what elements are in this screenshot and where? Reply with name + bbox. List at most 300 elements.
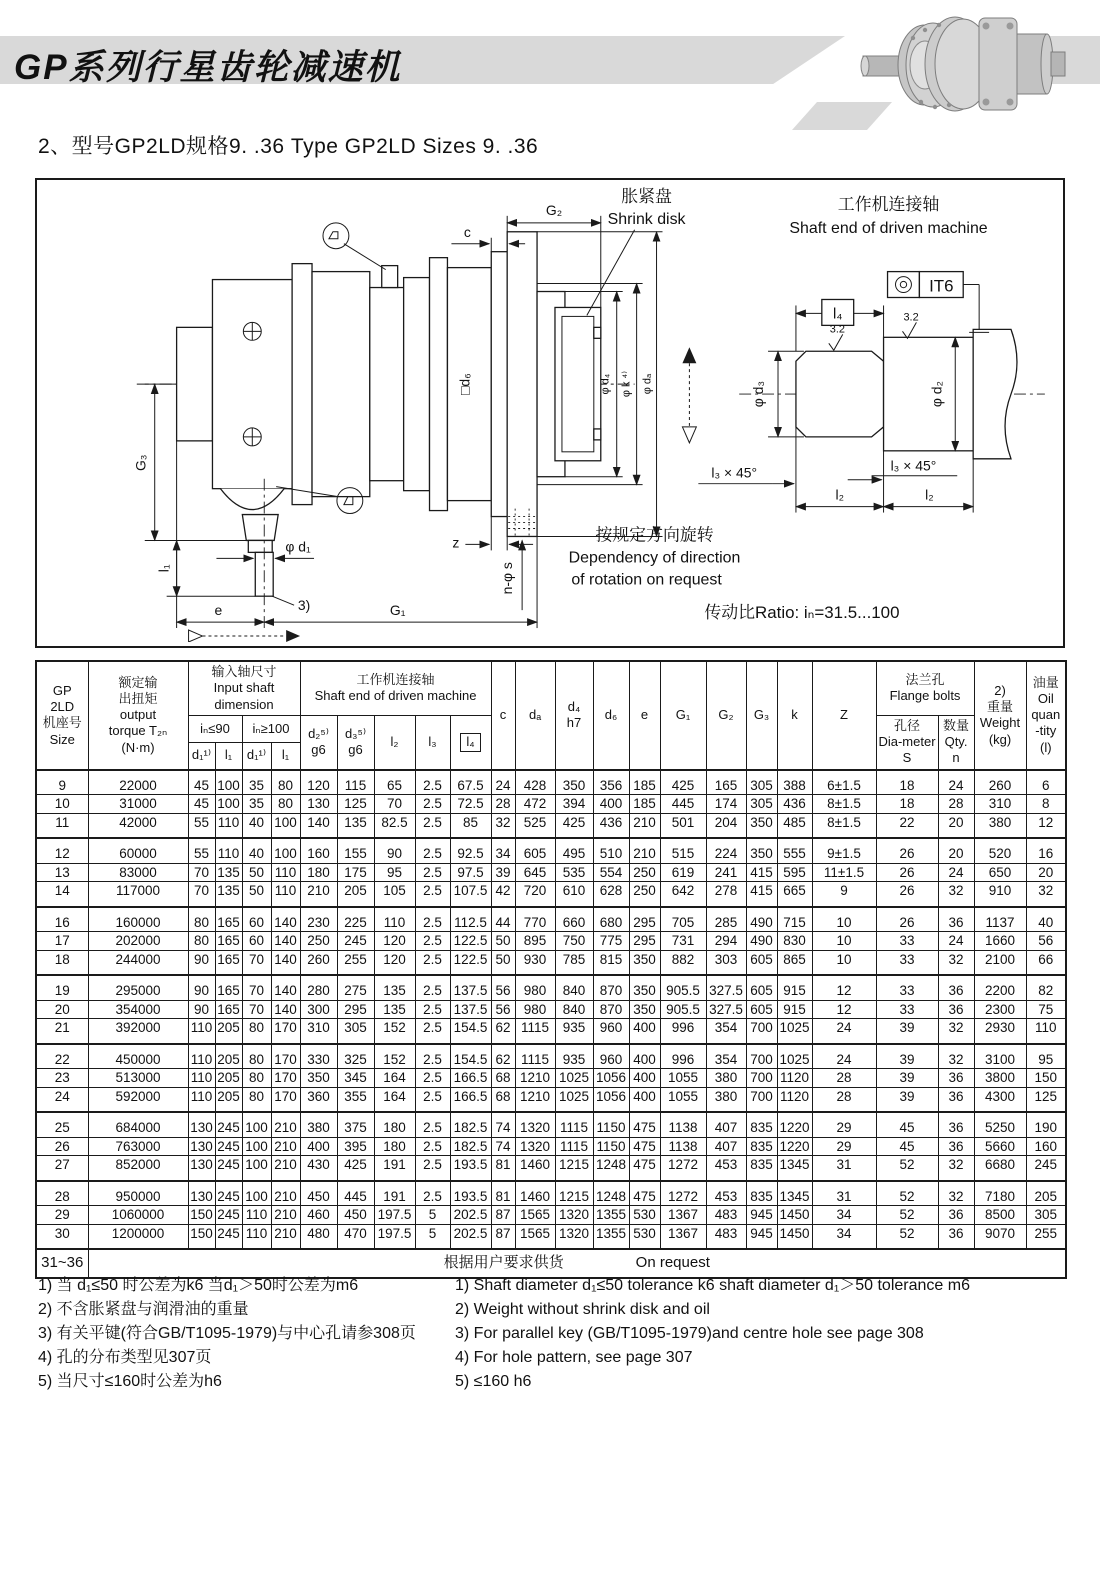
table-cell: 642 <box>660 882 706 907</box>
table-cell: 1460 <box>515 1156 555 1181</box>
table-cell: 260 <box>300 950 337 975</box>
table-cell: 90 <box>374 838 415 863</box>
table-cell: 460 <box>300 1206 337 1225</box>
table-cell: 935 <box>555 1044 593 1069</box>
table-cell: 3100 <box>974 1044 1026 1069</box>
table-cell: 26 <box>876 863 938 882</box>
table-cell: 280 <box>300 975 337 1000</box>
table-cell: 70 <box>242 950 271 975</box>
table-cell: 110 <box>188 1087 215 1112</box>
table-cell: 24 <box>36 1087 88 1112</box>
table-row <box>36 882 1066 907</box>
table-cell: 680 <box>593 907 629 932</box>
table-cell: 303 <box>706 950 746 975</box>
table-cell: 100 <box>215 795 242 814</box>
table-cell: 39 <box>876 1087 938 1112</box>
table-cell: 1200000 <box>88 1224 188 1249</box>
table-cell: 5660 <box>974 1137 1026 1156</box>
table-cell: 68 <box>491 1087 515 1112</box>
gearbox-photo <box>855 8 1085 120</box>
table-cell: 110 <box>271 863 300 882</box>
surface-finish-mark-icon <box>829 323 845 350</box>
table-cell: 92.5 <box>450 838 491 863</box>
table-cell: 23 <box>36 1069 88 1088</box>
table-cell: 400 <box>300 1137 337 1156</box>
table-cell: 430 <box>300 1156 337 1181</box>
dim-g1: G₁ <box>389 602 406 619</box>
table-cell: 1210 <box>515 1087 555 1112</box>
table-cell: 44 <box>491 907 515 932</box>
table-cell: 20 <box>938 813 974 838</box>
table-cell: 785 <box>555 950 593 975</box>
table-cell: 255 <box>1026 1224 1066 1249</box>
dim-da: φ dₐ <box>641 373 654 395</box>
table-cell: 380 <box>974 813 1026 838</box>
table-cell: 2.5 <box>415 863 450 882</box>
table-cell: 2.5 <box>415 882 450 907</box>
col-g2: G₂ <box>706 661 746 770</box>
technical-drawing <box>37 180 1063 642</box>
table-row <box>36 1112 1066 1137</box>
table-cell: 154.5 <box>450 1019 491 1044</box>
table-cell: 150 <box>188 1206 215 1225</box>
table-cell: 945 <box>746 1206 777 1225</box>
table-cell: 815 <box>593 950 629 975</box>
table-cell: 52 <box>876 1156 938 1181</box>
table-cell: 33 <box>876 932 938 951</box>
table-cell: 241 <box>706 863 746 882</box>
surface-finish-value: 3.2 <box>903 311 919 324</box>
table-cell: 425 <box>337 1156 374 1181</box>
table-cell: 31 <box>812 1156 876 1181</box>
table-cell: 125 <box>337 795 374 814</box>
table-cell: 72.5 <box>450 795 491 814</box>
surface-finish-value: 3.2 <box>829 323 846 336</box>
table-cell: 605 <box>746 950 777 975</box>
page-title: GP系列行星齿轮减速机 <box>14 48 402 87</box>
table-cell: 35 <box>242 770 271 795</box>
table-cell: 2.5 <box>415 1019 450 1044</box>
note-3-marker: 3) <box>297 597 311 614</box>
table-cell: 1248 <box>593 1181 629 1206</box>
table-cell: 110 <box>1026 1019 1066 1044</box>
table-row <box>36 1019 1066 1044</box>
section-subtitle: 2、型号GP2LD规格9. .36 Type GP2LD Sizes 9. .36 <box>38 135 539 158</box>
shaft-end-title-en: Shaft end of driven machine <box>789 219 988 237</box>
table-cell: 700 <box>746 1044 777 1069</box>
table-cell: 175 <box>337 863 374 882</box>
table-cell: 295000 <box>88 975 188 1000</box>
table-cell: 2.5 <box>415 1156 450 1181</box>
table-cell: 1215 <box>555 1181 593 1206</box>
table-cell: 1150 <box>593 1112 629 1137</box>
table-cell: 310 <box>300 1019 337 1044</box>
table-cell: 835 <box>746 1112 777 1137</box>
table-cell: 34 <box>491 838 515 863</box>
table-cell: 32 <box>938 1156 974 1181</box>
table-cell: 400 <box>593 795 629 814</box>
table-cell: 110 <box>215 838 242 863</box>
table-cell: 30 <box>36 1224 88 1249</box>
table-cell: 26 <box>876 907 938 932</box>
table-cell: 400 <box>629 1019 660 1044</box>
table-cell: 130 <box>188 1181 215 1206</box>
table-cell: 485 <box>777 813 812 838</box>
table-cell: 165 <box>215 975 242 1000</box>
table-cell: 525 <box>515 813 555 838</box>
table-cell: 83000 <box>88 863 188 882</box>
col-size: GP 2LD 机座号 Size <box>36 661 88 770</box>
table-cell: 605 <box>515 838 555 863</box>
table-cell: 2300 <box>974 1000 1026 1019</box>
table-cell: 11 <box>36 813 88 838</box>
table-body <box>36 770 1066 1278</box>
table-cell: 56 <box>491 1000 515 1019</box>
table-cell: 45 <box>876 1137 938 1156</box>
table-cell: 2200 <box>974 975 1026 1000</box>
footnote-line: 1) Shaft diameter d₁≤50 tolerance k6 shaft diameter d₁＞50 tolerance m6 <box>455 1277 970 1294</box>
table-cell: 20 <box>1026 863 1066 882</box>
table-cell: 1367 <box>660 1224 706 1249</box>
table-cell: 380 <box>300 1112 337 1137</box>
table-cell: 110 <box>242 1224 271 1249</box>
table-cell: 445 <box>660 795 706 814</box>
table-cell: 8±1.5 <box>812 795 876 814</box>
table-cell: 763000 <box>88 1137 188 1156</box>
table-cell: 1248 <box>593 1156 629 1181</box>
dim-d1: φ d₁ <box>285 538 311 555</box>
table-row <box>36 1156 1066 1181</box>
table-cell: 305 <box>746 770 777 795</box>
table-cell: 85 <box>450 813 491 838</box>
size-range-cell: 31~36 <box>36 1249 88 1278</box>
table-cell: 170 <box>271 1044 300 1069</box>
footnote-line: 1) 当 d₁≤50 时公差为k6 当d₁＞50时公差为m6 <box>38 1277 359 1294</box>
table-cell: 191 <box>374 1156 415 1181</box>
table-cell: 180 <box>300 863 337 882</box>
table-cell: 12 <box>812 975 876 1000</box>
table-cell: 770 <box>515 907 555 932</box>
table-cell: 515 <box>660 838 706 863</box>
table-cell: 996 <box>660 1044 706 1069</box>
table-cell: 210 <box>629 813 660 838</box>
table-cell: 14 <box>36 882 88 907</box>
table-cell: 2.5 <box>415 795 450 814</box>
table-cell: 105 <box>374 882 415 907</box>
table-cell: 11±1.5 <box>812 863 876 882</box>
table-cell: 155 <box>337 838 374 863</box>
table-cell: 20 <box>36 1000 88 1019</box>
table-cell: 21 <box>36 1019 88 1044</box>
table-cell: 610 <box>555 882 593 907</box>
table-cell: 9 <box>812 882 876 907</box>
table-cell: 1367 <box>660 1206 706 1225</box>
table-cell: 90 <box>188 950 215 975</box>
dimension-table-wrap <box>35 660 1065 1279</box>
table-cell: 210 <box>271 1156 300 1181</box>
table-cell: 650 <box>974 863 1026 882</box>
table-cell: 70 <box>374 795 415 814</box>
table-cell: 90 <box>188 975 215 1000</box>
col-d3: d₃⁵⁾ g6 <box>337 715 374 769</box>
table-cell: 250 <box>629 882 660 907</box>
table-cell: 22 <box>876 813 938 838</box>
table-cell: 35 <box>242 795 271 814</box>
table-cell: 90 <box>188 1000 215 1019</box>
footnote-line: 5) ≤160 h6 <box>455 1373 532 1390</box>
table-cell: 110 <box>188 1069 215 1088</box>
table-cell: 32 <box>938 1019 974 1044</box>
table-cell: 185 <box>629 795 660 814</box>
dim-z: z <box>452 534 460 551</box>
shaft-end-title-cn: 工作机连接轴 <box>837 194 940 214</box>
table-cell: 80 <box>242 1019 271 1044</box>
table-cell: 36 <box>938 1224 974 1249</box>
table-cell: 905.5 <box>660 1000 706 1019</box>
table-cell: 1450 <box>777 1224 812 1249</box>
table-cell: 350 <box>629 950 660 975</box>
table-cell: 166.5 <box>450 1069 491 1088</box>
table-cell: 1320 <box>515 1112 555 1137</box>
dim-g3: G₃ <box>132 454 149 472</box>
table-cell: 354 <box>706 1019 746 1044</box>
table-cell: 6680 <box>974 1156 1026 1181</box>
table-cell: 45 <box>876 1112 938 1137</box>
table-cell: 165 <box>706 770 746 795</box>
table-cell: 33 <box>876 975 938 1000</box>
table-cell: 28 <box>36 1181 88 1206</box>
table-cell: 554 <box>593 863 629 882</box>
table-row <box>36 813 1066 838</box>
table-cell: 80 <box>271 770 300 795</box>
table-cell: 354 <box>706 1044 746 1069</box>
table-cell: 2.5 <box>415 1181 450 1206</box>
table-cell: 22 <box>36 1044 88 1069</box>
footnote-line: 2) Weight without shrink disk and oil <box>455 1301 710 1318</box>
col-z: Z <box>812 661 876 770</box>
table-cell: 1660 <box>974 932 1026 951</box>
table-cell: 483 <box>706 1224 746 1249</box>
col-bolt-qty: 数量 Qty. n <box>938 715 974 769</box>
table-cell: 160 <box>1026 1137 1066 1156</box>
dim-d4: φ d₄ <box>599 373 612 395</box>
table-cell: 475 <box>629 1156 660 1181</box>
table-cell: 205 <box>1026 1181 1066 1206</box>
table-cell: 705 <box>660 907 706 932</box>
table-cell: 74 <box>491 1137 515 1156</box>
rotation-note-en2: of rotation on request <box>571 571 722 589</box>
table-cell: 100 <box>271 813 300 838</box>
table-cell: 225 <box>337 907 374 932</box>
table-cell: 895 <box>515 932 555 951</box>
table-cell: 960 <box>593 1019 629 1044</box>
table-cell: 10 <box>812 950 876 975</box>
table-cell: 245 <box>1026 1156 1066 1181</box>
table-cell: 2930 <box>974 1019 1026 1044</box>
table-cell: 180 <box>374 1112 415 1137</box>
table-cell: 107.5 <box>450 882 491 907</box>
table-cell: 1150 <box>593 1137 629 1156</box>
table-cell: 28 <box>491 795 515 814</box>
col-g3: G₃ <box>746 661 777 770</box>
table-cell: 453 <box>706 1156 746 1181</box>
table-cell: 4300 <box>974 1087 1026 1112</box>
table-cell: 28 <box>938 795 974 814</box>
table-cell: 1215 <box>555 1156 593 1181</box>
table-cell: 36 <box>938 1112 974 1137</box>
table-cell: 660 <box>555 907 593 932</box>
table-cell: 100 <box>271 838 300 863</box>
table-cell: 350 <box>300 1069 337 1088</box>
table-cell: 245 <box>215 1156 242 1181</box>
table-cell: 520 <box>974 838 1026 863</box>
colgroup-input-shaft: 输入轴尺寸 Input shaft dimension <box>188 661 300 715</box>
table-cell: 450 <box>300 1181 337 1206</box>
table-cell: 960 <box>593 1044 629 1069</box>
table-cell: 80 <box>242 1087 271 1112</box>
table-cell: 130 <box>188 1112 215 1137</box>
table-cell: 185 <box>629 770 660 795</box>
rotation-note-en1: Dependency of direction <box>568 549 741 567</box>
table-cell: 117000 <box>88 882 188 907</box>
table-cell: 60000 <box>88 838 188 863</box>
table-cell: 150 <box>188 1224 215 1249</box>
table-cell: 392000 <box>88 1019 188 1044</box>
table-cell: 82.5 <box>374 813 415 838</box>
dim-k4: φ k ⁴⁾ <box>620 371 633 398</box>
table-cell: 33 <box>876 1000 938 1019</box>
table-cell: 356 <box>593 770 629 795</box>
table-cell: 135 <box>374 975 415 1000</box>
table-cell: 295 <box>629 907 660 932</box>
table-cell: 20 <box>938 838 974 863</box>
table-cell: 40 <box>242 813 271 838</box>
table-cell: 1025 <box>777 1019 812 1044</box>
dim-d2: φ d₂ <box>928 381 945 408</box>
table-cell: 865 <box>777 950 812 975</box>
table-cell: 165 <box>215 932 242 951</box>
table-cell: 305 <box>746 795 777 814</box>
col-k: k <box>777 661 812 770</box>
col-l3: l₃ <box>415 715 450 769</box>
table-cell: 55 <box>188 838 215 863</box>
table-cell: 120 <box>374 932 415 951</box>
table-cell: 910 <box>974 882 1026 907</box>
table-cell: 1056 <box>593 1087 629 1112</box>
table-cell: 120 <box>374 950 415 975</box>
table-cell: 327.5 <box>706 1000 746 1019</box>
table-cell: 731 <box>660 932 706 951</box>
table-cell: 350 <box>746 838 777 863</box>
table-cell: 110 <box>188 1019 215 1044</box>
table-cell: 1565 <box>515 1224 555 1249</box>
table-cell: 980 <box>515 975 555 1000</box>
table-cell: 407 <box>706 1112 746 1137</box>
colgroup-shaft-end: 工作机连接轴 Shaft end of driven machine <box>300 661 491 715</box>
table-cell: 210 <box>629 838 660 863</box>
table-row <box>36 907 1066 932</box>
table-cell: 45 <box>188 770 215 795</box>
table-cell: 1220 <box>777 1137 812 1156</box>
table-cell: 345 <box>337 1069 374 1088</box>
table-cell: 110 <box>188 1044 215 1069</box>
table-cell: 100 <box>215 770 242 795</box>
table-cell: 165 <box>215 950 242 975</box>
table-cell: 2100 <box>974 950 1026 975</box>
dim-l1: l₁ <box>155 564 172 573</box>
col-d4: d₄ h7 <box>555 661 593 770</box>
table-cell: 39 <box>876 1069 938 1088</box>
table-cell: 715 <box>777 907 812 932</box>
table-cell: 5250 <box>974 1112 1026 1137</box>
table-cell: 275 <box>337 975 374 1000</box>
table-cell: 1355 <box>593 1224 629 1249</box>
table-cell: 95 <box>1026 1044 1066 1069</box>
colgroup-flange-bolts: 法兰孔 Flange bolts <box>876 661 974 715</box>
table-cell: 9±1.5 <box>812 838 876 863</box>
table-cell: 24 <box>938 770 974 795</box>
table-cell: 480 <box>300 1224 337 1249</box>
table-cell: 110 <box>271 882 300 907</box>
table-cell: 1025 <box>555 1069 593 1088</box>
table-cell: 375 <box>337 1112 374 1137</box>
table-cell: 10 <box>812 907 876 932</box>
table-cell: 29 <box>36 1206 88 1225</box>
table-cell: 32 <box>491 813 515 838</box>
table-cell: 350 <box>555 770 593 795</box>
dim-l2-right: l₂ <box>925 486 934 503</box>
table-cell: 882 <box>660 950 706 975</box>
table-cell: 835 <box>746 1137 777 1156</box>
table-cell: 190 <box>1026 1112 1066 1137</box>
up-down-arrow-icon <box>682 347 696 443</box>
table-cell: 360 <box>300 1087 337 1112</box>
table-cell: 210 <box>271 1224 300 1249</box>
table-row <box>36 770 1066 795</box>
table-cell: 350 <box>629 975 660 1000</box>
table-cell: 18 <box>36 950 88 975</box>
footnote-line: 4) For hole pattern, see page 307 <box>455 1349 693 1366</box>
table-cell: 830 <box>777 932 812 951</box>
table-cell: 97.5 <box>450 863 491 882</box>
table-cell: 164 <box>374 1087 415 1112</box>
table-cell: 1355 <box>593 1206 629 1225</box>
table-cell: 1120 <box>777 1069 812 1088</box>
footnotes-en <box>455 1274 1075 1394</box>
table-cell: 8 <box>1026 795 1066 814</box>
table-cell: 62 <box>491 1044 515 1069</box>
table-cell: 425 <box>555 813 593 838</box>
table-cell: 170 <box>271 1019 300 1044</box>
col-d1-b: d₁¹⁾ <box>242 742 271 769</box>
table-cell: 70 <box>188 863 215 882</box>
table-cell: 407 <box>706 1137 746 1156</box>
table-cell: 170 <box>271 1087 300 1112</box>
col-l2: l₂ <box>374 715 415 769</box>
table-cell: 2.5 <box>415 975 450 1000</box>
table-cell: 1345 <box>777 1181 812 1206</box>
table-row <box>36 863 1066 882</box>
table-cell: 450000 <box>88 1044 188 1069</box>
table-cell: 56 <box>1026 932 1066 951</box>
table-cell: 164 <box>374 1069 415 1088</box>
table-cell: 24 <box>812 1019 876 1044</box>
table-cell: 1025 <box>777 1044 812 1069</box>
table-cell: 140 <box>271 950 300 975</box>
table-cell: 1115 <box>555 1112 593 1137</box>
table-cell: 2.5 <box>415 838 450 863</box>
table-cell: 165 <box>215 1000 242 1019</box>
